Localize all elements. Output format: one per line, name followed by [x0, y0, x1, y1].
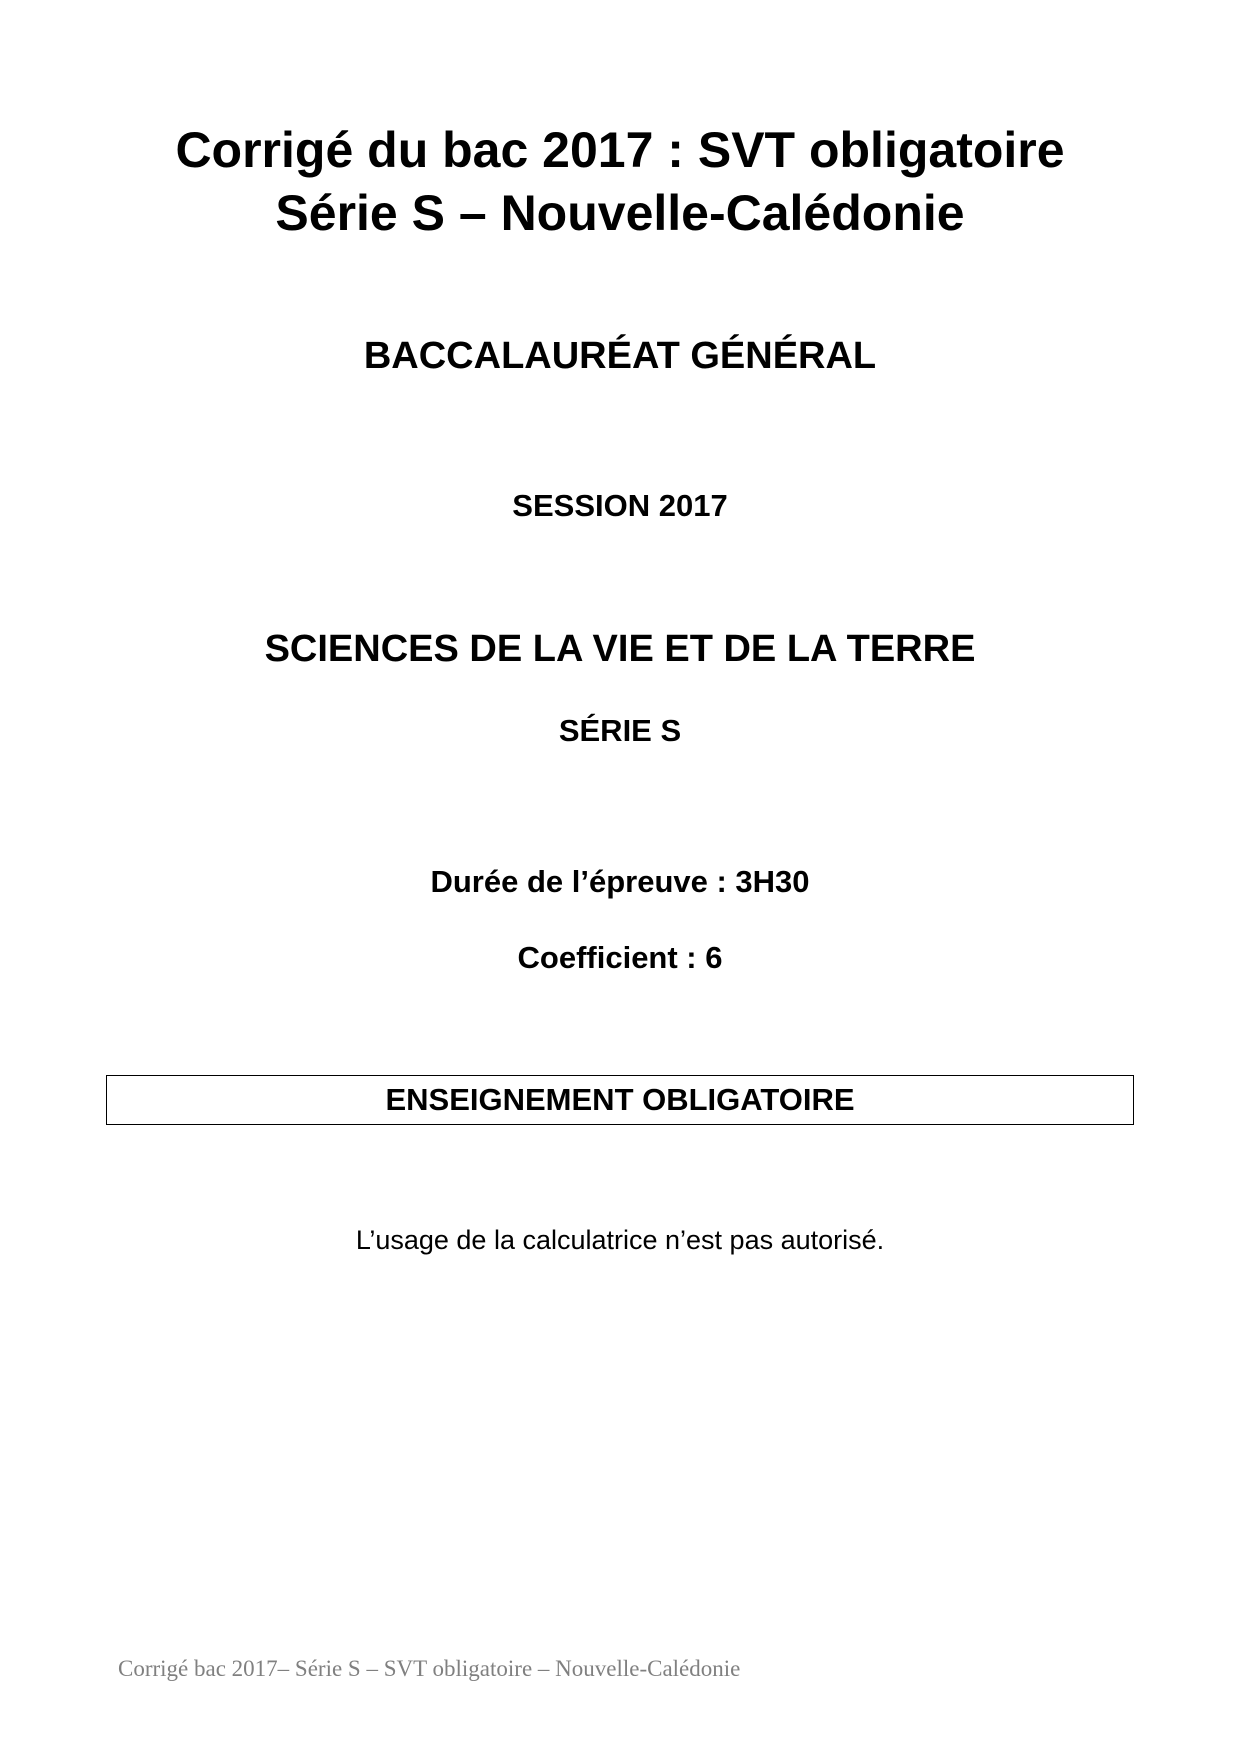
coefficient-text: Coefficient : 6: [517, 940, 723, 975]
calculator-note: L’usage de la calculatrice n’est pas autorisé.: [355, 1225, 885, 1255]
track-box: [106, 1075, 1134, 1125]
document-title-line-2: Série S – Nouvelle-Calédonie: [275, 185, 965, 241]
document-title-line-1: Corrigé du bac 2017 : SVT obligatoire: [175, 122, 1065, 178]
exam-type-heading: BACCALAURÉAT GÉNÉRAL: [363, 335, 877, 377]
series-heading: SÉRIE S: [558, 713, 682, 748]
subject-heading: SCIENCES DE LA VIE ET DE LA TERRE: [264, 628, 976, 670]
session-heading: SESSION 2017: [512, 488, 728, 523]
page-footer: Corrigé bac 2017– Série S – SVT obligatoire – Nouvelle-Calédonie: [118, 1656, 741, 1681]
duration-text: Durée de l’épreuve : 3H30: [430, 864, 810, 899]
track-label: ENSEIGNEMENT OBLIGATOIRE: [385, 1082, 855, 1117]
